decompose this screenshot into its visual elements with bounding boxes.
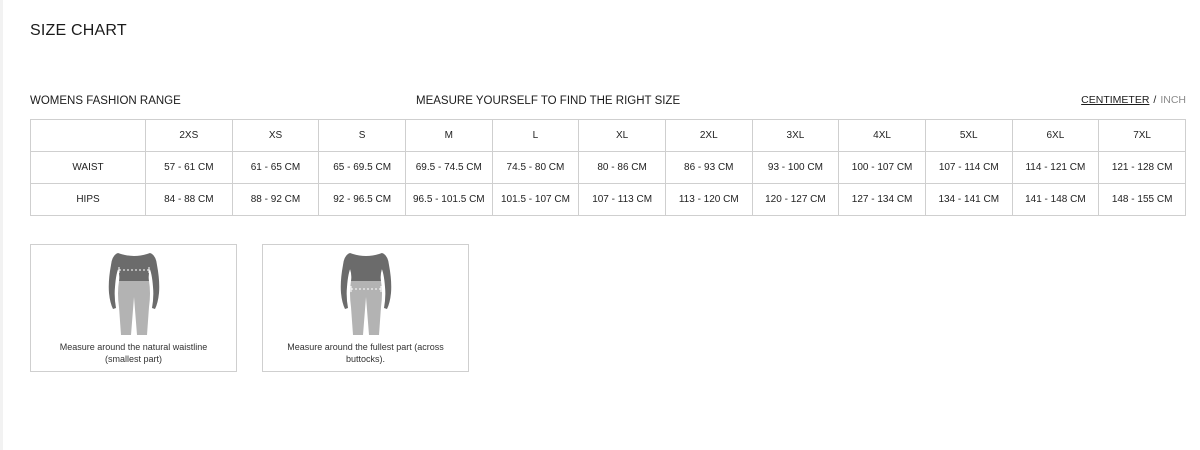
size-header-cell: 6XL bbox=[1012, 120, 1099, 152]
unit-separator: / bbox=[1153, 94, 1157, 106]
measurement-value-cell: 107 - 114 CM bbox=[925, 152, 1012, 184]
table-row bbox=[31, 152, 1186, 184]
measurement-value-cell: 74.5 - 80 CM bbox=[492, 152, 579, 184]
measurement-value-cell: 101.5 - 107 CM bbox=[492, 184, 579, 216]
hips-guide-card bbox=[262, 244, 469, 372]
unit-toggle bbox=[1081, 94, 1186, 106]
size-header-cell: 2XS bbox=[146, 120, 233, 152]
measurement-value-cell: 80 - 86 CM bbox=[579, 152, 666, 184]
measurement-value-cell: 113 - 120 CM bbox=[665, 184, 752, 216]
size-header-cell: 2XL bbox=[665, 120, 752, 152]
measurement-value-cell: 134 - 141 CM bbox=[925, 184, 1012, 216]
size-header-cell: XS bbox=[232, 120, 319, 152]
page-title: SIZE CHART bbox=[30, 22, 127, 39]
measurement-value-cell: 120 - 127 CM bbox=[752, 184, 839, 216]
measurement-value-cell: 121 - 128 CM bbox=[1099, 152, 1186, 184]
measurement-value-cell: 88 - 92 CM bbox=[232, 184, 319, 216]
measurement-label-cell: HIPS bbox=[31, 184, 146, 216]
size-header-cell: 5XL bbox=[925, 120, 1012, 152]
size-header-cell: L bbox=[492, 120, 579, 152]
measurement-value-cell: 107 - 113 CM bbox=[579, 184, 666, 216]
measurement-value-cell: 96.5 - 101.5 CM bbox=[405, 184, 492, 216]
measurement-value-cell: 69.5 - 74.5 CM bbox=[405, 152, 492, 184]
waist-measure-figure-icon bbox=[104, 251, 164, 337]
measurement-value-cell: 65 - 69.5 CM bbox=[319, 152, 406, 184]
size-header-cell: XL bbox=[579, 120, 666, 152]
measure-instruction: MEASURE YOURSELF TO FIND THE RIGHT SIZE bbox=[416, 95, 681, 107]
size-header-cell: 7XL bbox=[1099, 120, 1186, 152]
measurement-value-cell: 86 - 93 CM bbox=[665, 152, 752, 184]
measurement-value-cell: 127 - 134 CM bbox=[839, 184, 926, 216]
size-header-row bbox=[31, 120, 1186, 152]
measurement-value-cell: 84 - 88 CM bbox=[146, 184, 233, 216]
header-corner-cell bbox=[31, 120, 146, 152]
size-chart-table bbox=[30, 119, 1186, 216]
waist-guide-card bbox=[30, 244, 237, 372]
unit-inch-link[interactable]: INCH bbox=[1160, 94, 1186, 106]
size-header-cell: M bbox=[405, 120, 492, 152]
measurement-value-cell: 100 - 107 CM bbox=[839, 152, 926, 184]
measurement-value-cell: 114 - 121 CM bbox=[1012, 152, 1099, 184]
measurement-value-cell: 141 - 148 CM bbox=[1012, 184, 1099, 216]
hips-measure-figure-icon bbox=[336, 251, 396, 337]
measurement-value-cell: 92 - 96.5 CM bbox=[319, 184, 406, 216]
size-header-cell: 3XL bbox=[752, 120, 839, 152]
page-left-edge bbox=[0, 0, 3, 450]
measurement-label-cell: WAIST bbox=[31, 152, 146, 184]
range-title: WOMENS FASHION RANGE bbox=[30, 95, 181, 107]
table-row bbox=[31, 184, 1186, 216]
hips-guide-caption: Measure around the fullest part (across buttocks). bbox=[287, 342, 444, 364]
measurement-value-cell: 148 - 155 CM bbox=[1099, 184, 1186, 216]
size-header-cell: 4XL bbox=[839, 120, 926, 152]
measurement-value-cell: 93 - 100 CM bbox=[752, 152, 839, 184]
measurement-value-cell: 57 - 61 CM bbox=[146, 152, 233, 184]
unit-centimeter-link[interactable]: CENTIMETER bbox=[1081, 94, 1150, 106]
measurement-value-cell: 61 - 65 CM bbox=[232, 152, 319, 184]
size-header-cell: S bbox=[319, 120, 406, 152]
waist-guide-caption: Measure around the natural waistline (smallest part) bbox=[59, 342, 208, 364]
